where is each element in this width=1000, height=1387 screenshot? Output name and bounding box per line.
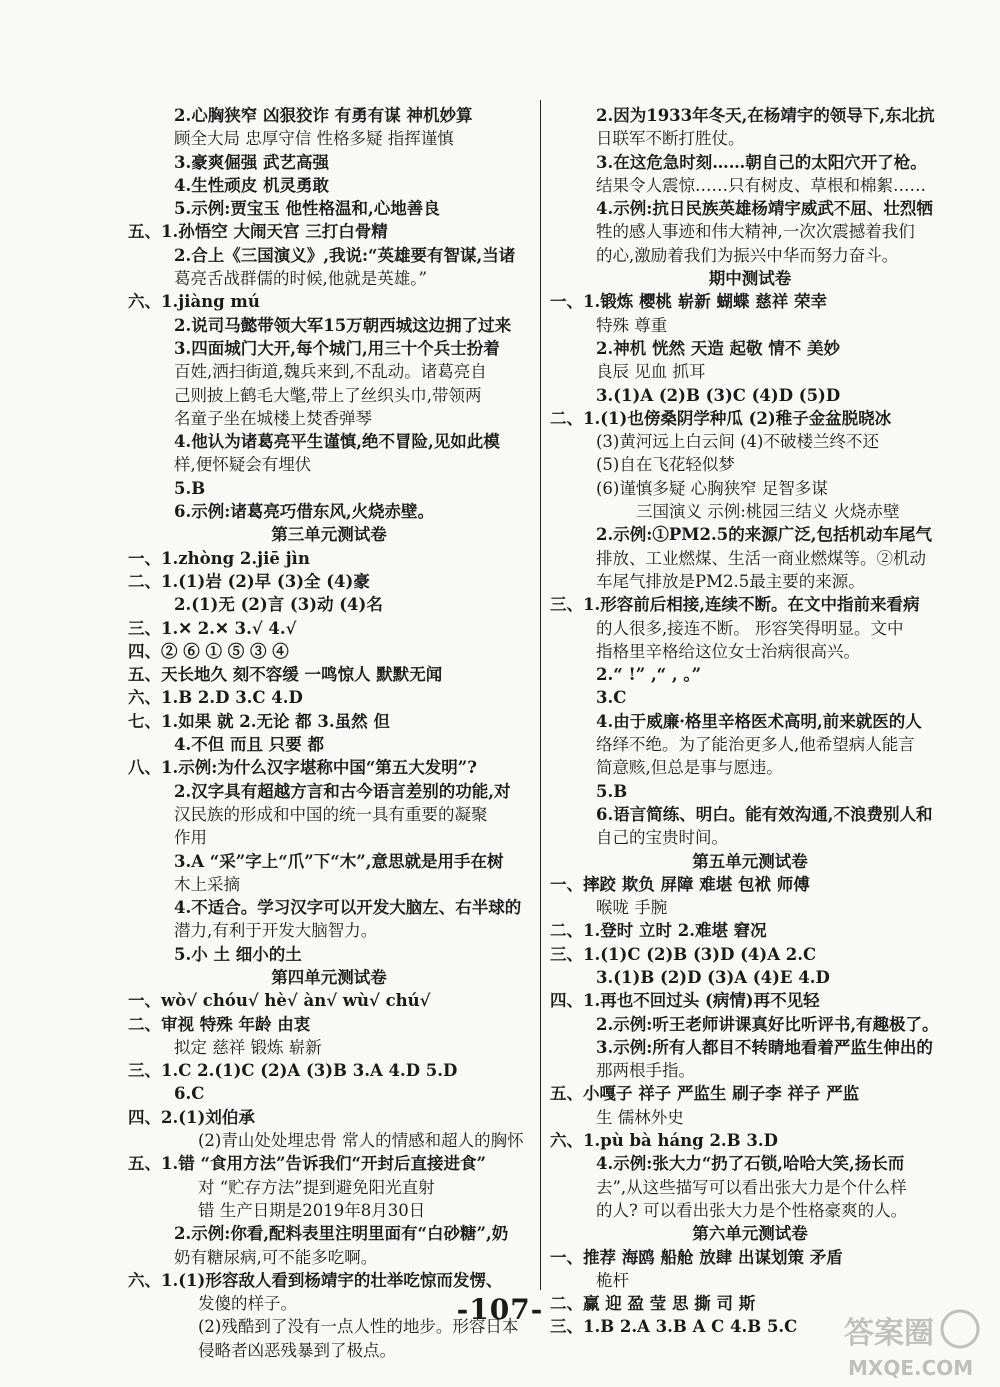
answer-line: 五、1.孙悟空 大闹天宫 三打白骨精 (128, 222, 388, 242)
right-column (550, 104, 950, 1339)
answer-line: 2.合上《三国演义》,我说:“英雄要有智谋,当诸 (174, 245, 516, 265)
watermark-logo (840, 1303, 990, 1383)
answer-line: 三、1.B 2.A 3.B A C 4.B 5.C (550, 1317, 798, 1337)
answer-line: 去”,从这些描写可以看出张大力是个什么样 (596, 1177, 907, 1197)
answer-line: 顾全大局 忠厚守信 性格多疑 指挥谨慎 (174, 129, 454, 149)
answer-line: 3.(1)A (2)B (3)C (4)D (5)D (596, 385, 841, 405)
answer-line: 3.豪爽倔强 武艺高强 (174, 152, 329, 172)
answer-line: 四、② ⑥ ① ⑤ ③ ④ (128, 641, 289, 661)
answer-line: 排放、工业燃煤、生活一商业燃煤等。②机动 (596, 548, 926, 568)
page-number: -107- (456, 1293, 544, 1326)
answer-line: 6.C (174, 1084, 205, 1104)
answer-line: 四、2.(1)刘伯承 (128, 1107, 255, 1127)
section-heading: 第五单元测试卷 (692, 851, 808, 871)
section-heading: 第四单元测试卷 (271, 967, 387, 987)
answer-line: 车尾气排放是PM2.5最主要的来源。 (596, 571, 865, 591)
section-heading: 第六单元测试卷 (692, 1224, 808, 1244)
answer-line: 一、1.锻炼 樱桃 崭新 蝴蝶 慈祥 荣幸 (550, 292, 827, 312)
answer-line: 2.说司马懿带领大军15万朝西城这边拥了过来 (174, 315, 512, 335)
column-divider (540, 100, 541, 1290)
answer-line: 生 儒林外史 (596, 1107, 684, 1127)
answer-line: (5)自在飞花轻似梦 (596, 455, 735, 475)
answer-line: 名童子坐在城楼上焚香弹琴 (174, 408, 372, 428)
answer-line: 六、1.pù bà háng 2.B 3.D (550, 1131, 778, 1151)
answer-line: 己则披上鹤毛大氅,带上了丝织头巾,带领两 (174, 385, 482, 405)
answer-line: 结果令人震惊……只有树皮、草根和棉絮…… (596, 175, 926, 195)
answer-line: 2.汉字具有超越方言和古今语言差别的功能,对 (174, 781, 511, 801)
answer-line: 3.C (596, 688, 627, 708)
answer-line: 6.语言简练、明白。能有效沟通,不浪费别人和 (596, 804, 933, 824)
answer-line: 三国演义 示例:桃园三结义 火烧赤壁 (636, 502, 900, 522)
answer-line: 那两根手指。 (596, 1061, 695, 1081)
answer-line: 八、1.示例:为什么汉字堪称中国“第五大发明”? (128, 758, 477, 778)
answer-line: 指格里辛格给这位女士治病很高兴。 (596, 641, 860, 661)
answer-line: 样,便怀疑会有埋伏 (174, 455, 312, 475)
answer-line: 二、审视 特殊 年龄 由衷 (128, 1014, 311, 1034)
answer-line: 5.B (596, 781, 628, 801)
section-heading: 期中测试卷 (708, 269, 792, 289)
answer-line: 一、wò√ chóu√ hè√ àn√ wù√ chú√ (128, 991, 431, 1011)
answer-line: 一、1.zhòng 2.jiē jìn (128, 548, 310, 568)
answer-line: 错 生产日期是2019年8月30日 (198, 1200, 426, 1220)
answer-line: 奶有糖尿病,可不能多吃啊。 (174, 1247, 378, 1267)
answer-line: 的人很多,接连不断。 形容笑得明显。文中 (596, 618, 904, 638)
answer-line: 的人? 可以看出张大力是个性格豪爽的人。 (596, 1200, 908, 1220)
answer-line: 络绎不绝。为了能治更多人,他希望病人能言 (596, 735, 915, 755)
answer-line: 2.心胸狭窄 凶狠狡诈 有勇有谋 神机妙算 (174, 106, 473, 125)
answer-line: 5.示例:贾宝玉 他性格温和,心地善良 (174, 199, 440, 219)
answer-line: 特殊 尊重 (596, 315, 668, 335)
answer-line: 三、1.C 2.(1)C (2)A (3)B 3.A 4.D 5.D (128, 1061, 458, 1081)
answer-line: 2.示例:①PM2.5的来源广泛,包括机动车尾气 (596, 525, 932, 545)
answer-line: 3.示例:所有人都目不转睛地看着严监生伸出的 (596, 1037, 933, 1057)
answer-line: 二、赢 迎 盈 莹 思 撕 司 斯 (550, 1294, 756, 1314)
answer-line: 4.由于威廉·格里辛格医术高明,前来就医的人 (596, 711, 922, 731)
answer-line: 六、1.jiàng mú (128, 292, 260, 312)
answer-line: 三、1.✕ 2.✕ 3.√ 4.√ (128, 618, 297, 638)
answer-line: 3.(1)B (2)D (3)A (4)E 4.D (596, 967, 830, 987)
answer-line: 2.因为1933年冬天,在杨靖宇的领导下,东北抗 (596, 106, 935, 125)
answer-line: (6)谨慎多疑 心胸狭窄 足智多谋 (596, 478, 828, 498)
answer-line: 侵略者凶恶残暴到了极点。 (198, 1340, 396, 1360)
answer-line: 良辰 见血 抓耳 (596, 362, 706, 382)
answer-line: 4.他认为诸葛亮平生谨慎,绝不冒险,见如此模 (174, 432, 500, 452)
answer-line: 5.B (174, 478, 206, 498)
answer-line: 五、1.错 “食用方法”告诉我们“开封后直接进食” (128, 1154, 486, 1174)
answer-line: 一、推荐 海鸥 船舱 放肆 出谋划策 矛盾 (550, 1247, 843, 1267)
answer-line: (2)残酷到了没有一点人性的地步。形容日本 (198, 1317, 519, 1337)
answer-line: 百姓,洒扫街道,魏兵来到,不乱动。诸葛亮自 (174, 362, 487, 382)
answer-line: 三、1.形容前后相接,连续不断。在文中指前来看病 (550, 595, 920, 615)
watermark-url: MXQE.COM (848, 1356, 974, 1380)
answer-line: 二、1.(1)岩 (2)早 (3)全 (4)豪 (128, 571, 370, 591)
answer-line: 五、天长地久 刻不容缓 一鸣惊人 默默无闻 (128, 665, 443, 685)
answer-line: 3.四面城门大开,每个城门,用三十个兵士扮着 (174, 338, 500, 358)
answer-line: 牲的感人事迹和伟大精神,一次次震撼着我们 (596, 222, 915, 242)
answer-line: 六、1.(1)形容敌人看到杨靖宇的壮举吃惊而发愣、 (128, 1270, 503, 1290)
answer-line: 一、摔跤 欺负 屏障 难堪 包袱 师傅 (550, 874, 810, 894)
answer-line: 4.不但 而且 只要 都 (174, 735, 324, 755)
answer-line: 2.示例:你看,配料表里注明里面有“白砂糖”,奶 (174, 1224, 509, 1244)
answer-line: 对 “贮存方法”提到避免阳光直射 (198, 1177, 435, 1197)
answer-line: 3.A “采”字上“爪”下“木”,意思就是用手在树 (174, 851, 504, 871)
answer-line: 四、1.再也不回过头 (病情)再不见轻 (550, 991, 820, 1011)
left-column (128, 104, 530, 1362)
answer-line: 自己的宝贵时间。 (596, 828, 728, 848)
answer-line: 七、1.如果 就 2.无论 都 3.虽然 但 (128, 711, 390, 731)
answer-line: (2)青山处处埋忠骨 常人的情感和超人的胸怀 (198, 1131, 524, 1151)
answer-line: 喉咙 手腕 (596, 898, 668, 918)
answer-line: 6.示例:诸葛亮巧借东风,火烧赤壁。 (174, 502, 435, 522)
answer-line: 五、小嘎子 祥子 严监生 刷子李 祥子 严监 (550, 1084, 860, 1104)
answer-line: 2.示例:听王老师讲课真好比听评书,有趣极了。 (596, 1014, 939, 1034)
answer-line: 三、1.(1)C (2)B (3)D (4)A 2.C (550, 944, 817, 964)
answer-line: 4.生性顽皮 机灵勇敢 (174, 175, 329, 195)
answer-line: 2.“ !” ,“ , 。” (596, 665, 702, 685)
watermark-text: 答案圈 (844, 1316, 934, 1351)
answer-line: 桅杆 (596, 1270, 629, 1290)
answer-line: 4.不适合。学习汉字可以开发大脑左、右半球的 (174, 898, 522, 918)
answer-line: 潜力,有利于开发大脑智力。 (174, 921, 378, 941)
answer-line: 二、1.(1)也傍桑阴学种瓜 (2)稚子金盆脱晓冰 (550, 408, 892, 428)
answer-line: 的心,激励着我们为振兴中华而努力奋斗。 (596, 245, 899, 265)
answer-line: 汉民族的形成和中国的统一具有重要的凝聚 (174, 804, 488, 824)
answer-line: 六、1.B 2.D 3.C 4.D (128, 688, 303, 708)
answer-line: 葛亮舌战群儒的时候,他就是英雄。” (174, 269, 427, 289)
answer-line: 5.小 土 细小的土 (174, 944, 302, 964)
answer-line: (3)黄河远上白云间 (4)不破楼兰终不还 (596, 432, 879, 452)
section-heading: 第三单元测试卷 (271, 525, 387, 545)
answer-line: 木上采摘 (174, 874, 240, 894)
answer-line: 二、1.登时 立时 2.难堪 窘况 (550, 921, 767, 941)
answer-line: 简意赅,但总是事与愿违。 (596, 758, 783, 778)
answer-line: 2.神机 恍然 天造 起敬 情不 美妙 (596, 338, 840, 358)
answer-line: 作用 (174, 828, 207, 848)
answer-line: 2.(1)无 (2)言 (3)动 (4)名 (174, 595, 383, 615)
answer-line: 3.在这危急时刻……朝自己的太阳穴开了枪。 (596, 152, 927, 172)
answer-line: 4.示例:张大力“扔了石锁,哈哈大笑,扬长而 (596, 1154, 905, 1174)
answer-line: 发傻的样子。 (198, 1294, 297, 1314)
answer-line: 日联军不断打胜仗。 (596, 129, 745, 149)
answer-line: 拟定 慈祥 锻炼 崭新 (174, 1037, 322, 1057)
answer-line: 4.示例:抗日民族英雄杨靖宇威武不屈、壮烈牺 (596, 199, 933, 219)
